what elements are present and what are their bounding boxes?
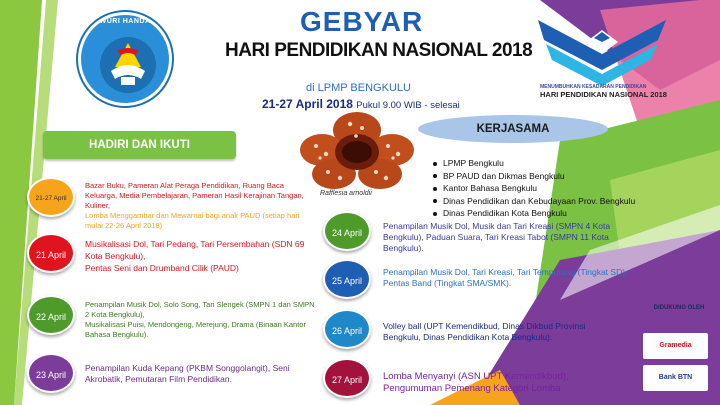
hadiri-header: HADIRI DAN IKUTI <box>43 131 236 159</box>
event-subtitle: HARI PENDIDIKAN NASIONAL 2018 <box>225 40 533 61</box>
event-time: Pukul 9.00 WIB - selesai <box>356 100 460 111</box>
tut-wuri-handayani-logo <box>78 12 172 106</box>
event-date-badge: 21-27 April <box>27 177 75 217</box>
bank-btn-logo: Bank BTN <box>643 365 708 391</box>
event-date-badge: 25 April <box>323 259 371 299</box>
partner-item: BP PAUD dan Dikmas Bengkulu <box>433 170 635 183</box>
event-description: Penampilan Musik Dol, Tari Kreasi, Tari Tempurung (Tingkat SD), Pentas Band (Tingkat SMA/SMK). <box>383 267 628 288</box>
gramedia-logo: Gramedia <box>643 333 708 359</box>
bullet-icon <box>433 162 437 166</box>
partner-item: LPMP Bengkulu <box>433 157 635 170</box>
event-venue: di LPMP BENGKULU <box>306 82 411 94</box>
tut-wuri-emblem-icon <box>81 15 172 106</box>
event-date-badge: 22 April <box>27 295 75 335</box>
bullet-icon <box>433 174 437 178</box>
logo-right-caption: MENUMBUHKAN KESADARAN PENDIDIKAN <box>540 84 647 90</box>
event-title: GEBYAR <box>300 6 424 37</box>
event-date-badge: 26 April <box>323 309 371 349</box>
event-date-badge: 23 April <box>27 353 75 393</box>
event-description: Lomba Menyanyi (ASN UPT Kemendikbud), Pengumuman Pemenang Kategori Lomba <box>383 371 569 394</box>
bullet-icon <box>433 212 437 216</box>
bullet-icon <box>433 199 437 203</box>
partner-item: Kantor Bahasa Bengkulu <box>433 182 635 195</box>
event-date-range: 21-27 April 2018 <box>262 97 353 111</box>
event-description: Bazar Buku, Pameran Alat Peraga Pendidikan, Ruang Baca Keluarga, Media Pembelajaran, Pameran Hasil Kerajinan Tangan, Kuliner, Lomba Menggambar dan Mewarnai bagi anak PAUD (setiap hari mulai 22-26 April 2018) <box>85 181 304 230</box>
partner-item: Dinas Pendidikan Kota Bengkulu <box>433 207 635 220</box>
event-date-badge: 27 April <box>323 358 371 398</box>
event-description: Penampilan Kuda Kepang (PKBM Songgolangit), Seni Akrobatik, Pemutaran Film Pendidikan. <box>85 363 290 384</box>
partner-list <box>433 157 635 220</box>
partner-item: Dinas Pendidikan dan Kebudayaan Prov. Bengkulu <box>433 195 635 208</box>
rafflesia-flower-image <box>298 110 416 192</box>
logo-left-text: TUT WURI HANDAYANI <box>82 18 168 25</box>
support-label: DIDUKUNG OLEH <box>653 305 705 311</box>
kerjasama-header: KERJASAMA <box>418 115 608 143</box>
event-description: Penampilan Musik Dol, Musik dan Tari Kreasi (SMPN 4 Kota Bengkulu), Paduan Suara, Tari Kreasi Tabot (SMPN 11 Kota Bengkulu). <box>383 221 611 253</box>
event-description: Penampilan Musik Dol, Solo Song, Tari Slengek (SMPN 1 dan SMPN 2 Kota Bengkulu), Musikalisasi Puisi, Mendongeng, Merejung, Drama (Binaan Kantor Bahasa Bengkulu). <box>85 300 315 339</box>
event-date-badge: 24 April <box>323 211 371 251</box>
bullet-icon <box>433 187 437 191</box>
event-date-badge: 21 April <box>27 233 75 273</box>
flower-caption: Rafflesia arnoldii <box>320 190 372 197</box>
event-description: Musikalisasi Dol, Tari Pedang, Tari Persembahan (SDN 69 Kota Bengkulu), Pentas Seni dan Drumband Cilik (PAUD) <box>85 239 305 273</box>
event-dates <box>262 97 460 111</box>
logo-right-title: HARI PENDIDIKAN NASIONAL 2018 <box>540 90 667 99</box>
event-description: Volley ball (UPT Kemendikbud, Dinas Dikbud Provinsi Bengkulu, Dinas Pendidikan Kota Bengkulu). <box>383 321 586 342</box>
